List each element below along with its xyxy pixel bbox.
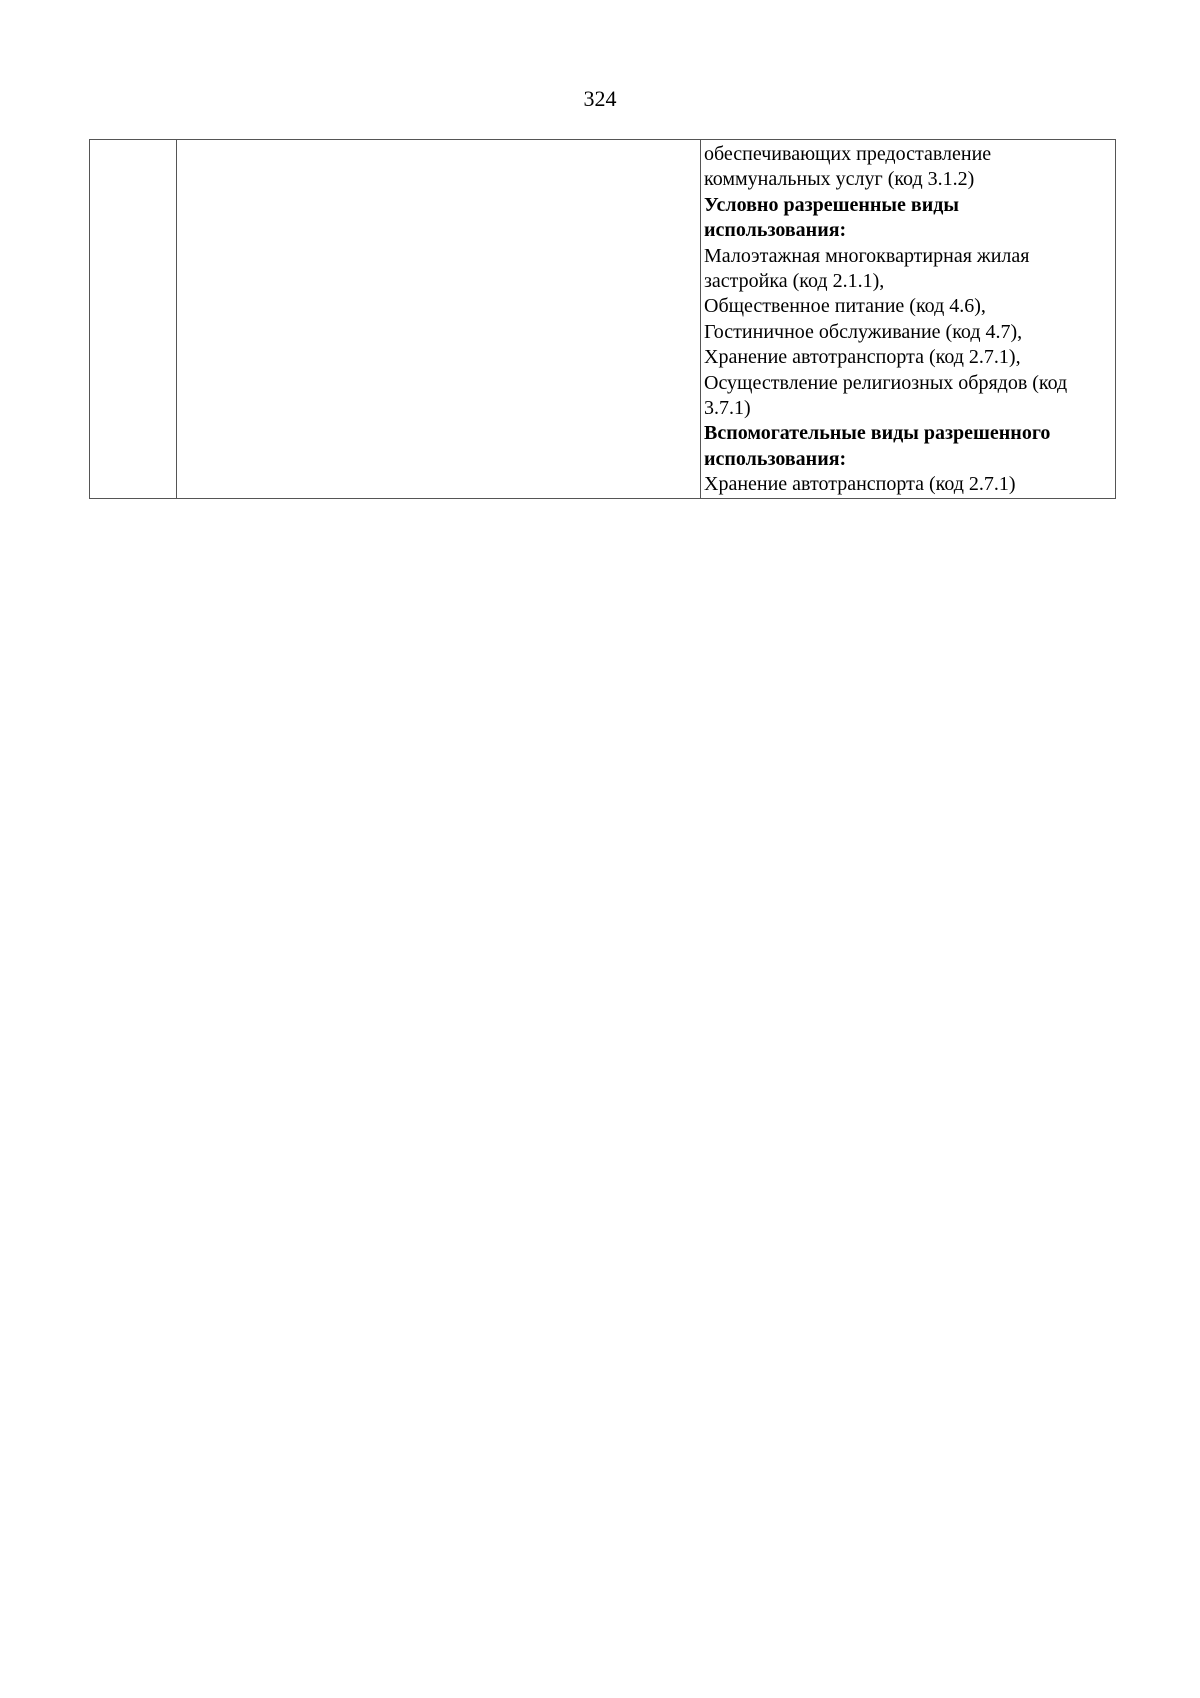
uses-line: Гостиничное обслуживание (код 4.7), [704,320,1023,343]
uses-line: Малоэтажная многоквартирная жилая [704,244,1030,267]
uses-line: Общественное питание (код 4.6), [704,295,986,318]
table-row [90,140,1116,499]
auxiliary-uses-heading: использования: [704,447,847,470]
uses-line: застройка (код 2.1.1), [704,270,885,293]
table-cell-zone-name [177,140,701,499]
page-number: 324 [583,86,617,111]
uses-line: Осуществление религиозных обрядов (код [704,371,1068,394]
auxiliary-uses-heading: Вспомогательные виды разрешенного [704,422,1051,445]
uses-line: 3.7.1) [704,397,751,420]
uses-line: Хранение автотранспорта (код 2.7.1) [704,473,1016,496]
conditional-uses-heading: Условно разрешенные виды [704,193,959,216]
table-cell-number [90,140,177,499]
conditional-uses-heading: использования: [704,219,847,242]
table-cell-permitted-uses [701,140,1116,499]
uses-line: Хранение автотранспорта (код 2.7.1), [704,346,1021,369]
zoning-table [89,139,1116,499]
uses-line: обеспечивающих предоставление [704,143,992,165]
uses-line: коммунальных услуг (код 3.1.2) [704,168,975,191]
